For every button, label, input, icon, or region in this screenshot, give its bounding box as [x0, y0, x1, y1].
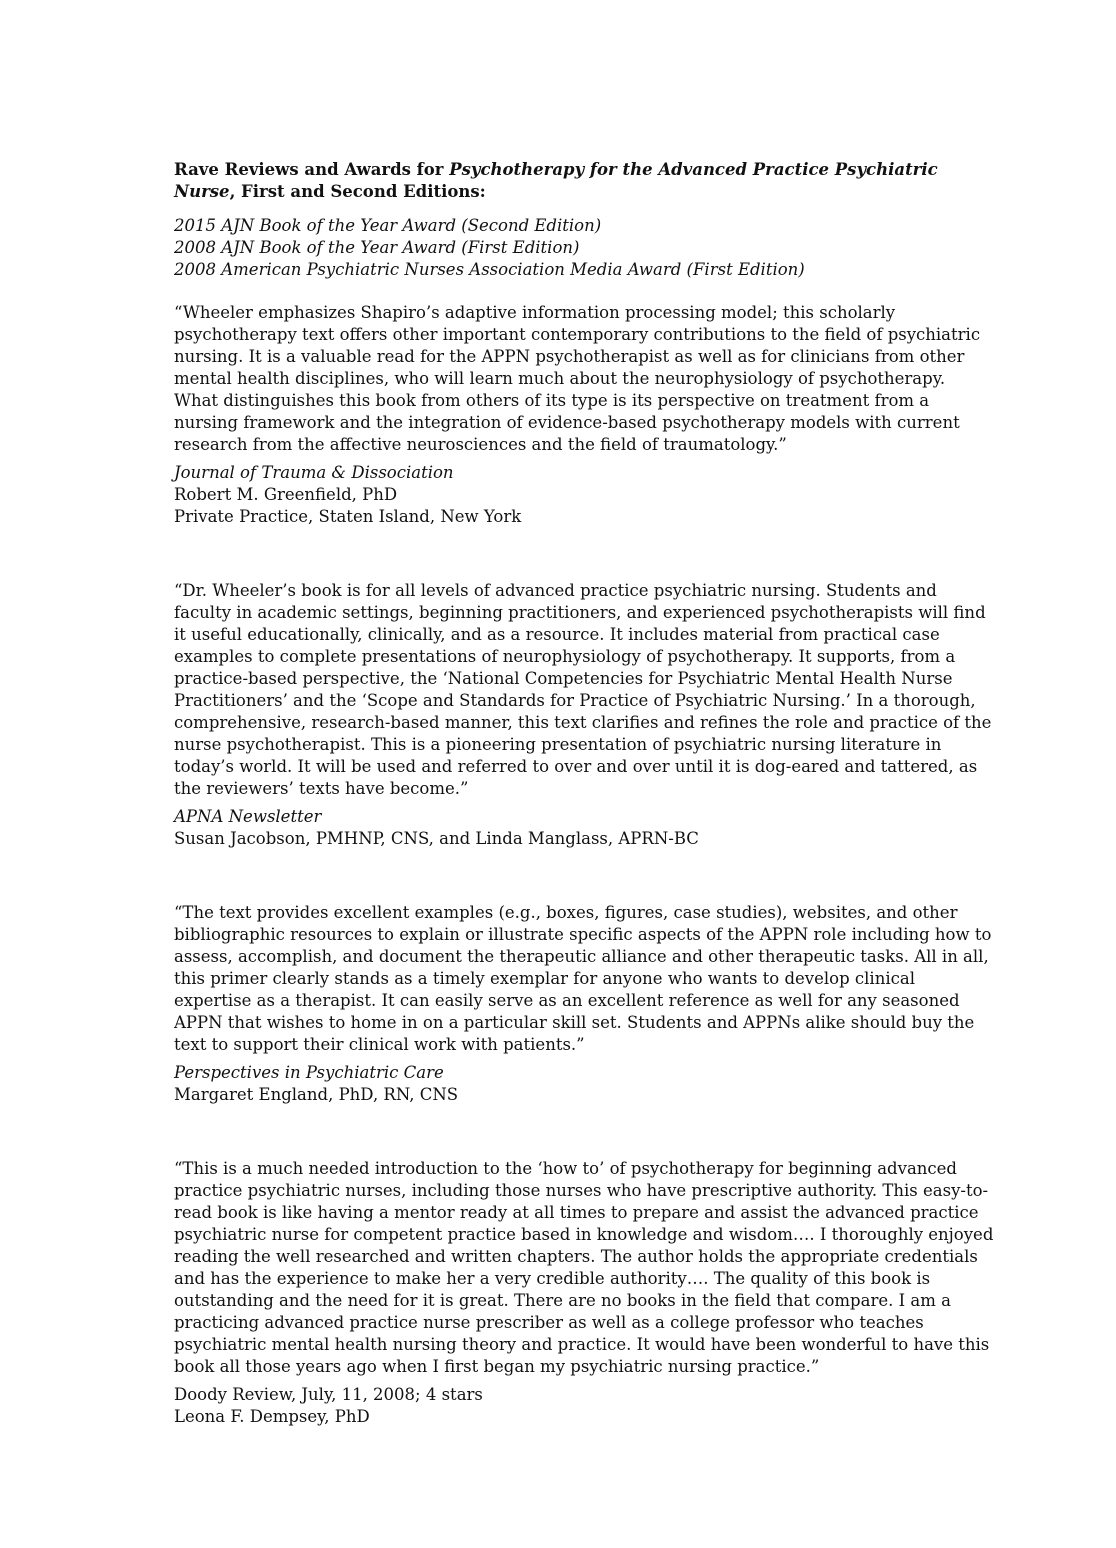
- page-heading: [174, 159, 994, 203]
- award-item: 2008 AJN Book of the Year Award (First Edition): [174, 238, 580, 257]
- award-item: 2008 American Psychiatric Nurses Association Media Award (First Edition): [174, 260, 805, 279]
- review-quote: “Wheeler emphasizes Shapiro’s adaptive information processing model; this scholarly psychotherapy text offers other important contemporary contributions to the field of psychiatric nursing. It is a valuable read for the APPN psychotherapist as well as for clinicians from other mental health disciplines, who will learn much about the neurophysiology of psychotherapy. What distinguishes this book from others of its type is its perspective on treatment from a nursing framework and the integration of evidence-based psychotherapy models with current research from the affective neurosciences and the field of traumatology.”: [174, 303, 981, 454]
- review-3: [174, 902, 994, 1106]
- review-2: [174, 580, 994, 850]
- review-quote: “This is a much needed introduction to the ‘how to’ of psychotherapy for beginning advanced practice psychiatric nurses, including those nurses who have prescriptive authority. This easy-to-read book is like having a mentor ready at all times to prepare and assist the advanced practice psychiatric nurse for competent practice based in knowledge and wisdom…. I thoroughly enjoyed reading the well researched and written chapters. The author holds the appropriate credentials and has the experience to make her a very credible authority…. The quality of this book is outstanding and the need for it is great. There are no books in the field that compare. I am a practicing advanced practice nurse prescriber as well as a college professor who teaches psychiatric mental health nursing theory and practice. It would have been wonderful to have this book all those years ago when I first began my psychiatric nursing practice.”: [174, 1159, 994, 1376]
- review-source: Perspectives in Psychiatric Care: [174, 1063, 444, 1082]
- review-reviewer: Susan Jacobson, PMHNP, CNS, and Linda Manglass, APRN-BC: [174, 829, 699, 848]
- review-source: Doody Review, July, 11, 2008; 4 stars: [174, 1385, 483, 1404]
- review-source: APNA Newsletter: [174, 807, 322, 826]
- review-reviewer: Robert M. Greenfield, PhD: [174, 485, 398, 504]
- review-reviewer: Leona F. Dempsey, PhD: [174, 1407, 370, 1426]
- award-item: 2015 AJN Book of the Year Award (Second Edition): [174, 216, 602, 235]
- review-quote: “Dr. Wheeler’s book is for all levels of advanced practice psychiatric nursing. Students and faculty in academic settings, beginning practitioners, and experienced psychotherapists will find it useful educationally, clinically, and as a resource. It includes material from practical case examples to complete presentations of neurophysiology of psychotherapy. It supports, from a practice-based perspective, the ‘National Competencies for Psychiatric Mental Health Nurse Practitioners’ and the ‘Scope and Standards for Practice of Psychiatric Nursing.’ In a thorough, comprehensive, research-based manner, this text clarifies and refines the role and practice of the nurse psychotherapist. This is a pioneering presentation of psychiatric nursing literature in today’s world. It will be used and referred to over and over until it is dog-eared and tattered, as the reviewers’ texts have become.”: [174, 581, 992, 798]
- review-attribution: [174, 1062, 994, 1106]
- review-attribution: [174, 1384, 994, 1428]
- review-quote: “The text provides excellent examples (e.g., boxes, figures, case studies), websites, and other bibliographic resources to explain or illustrate specific aspects of the APPN role including how to assess, accomplish, and document the therapeutic alliance and other therapeutic tasks. All in all, this primer clearly stands as a timely exemplar for anyone who wants to develop clinical expertise as a therapist. It can easily serve as an excellent reference as well for any seasoned APPN that wishes to home in on a particular skill set. Students and APPNs alike should buy the text to support their clinical work with patients.”: [174, 903, 992, 1054]
- heading-book-title: Psychotherapy for the Advanced Practice Psychiatric Nurse: [174, 160, 938, 201]
- heading-suffix: , First and Second Editions:: [229, 182, 486, 201]
- review-source: Journal of Trauma & Dissociation: [174, 463, 454, 482]
- review-affiliation: Private Practice, Staten Island, New York: [174, 507, 522, 526]
- review-attribution: [174, 806, 994, 850]
- review-reviewer: Margaret England, PhD, RN, CNS: [174, 1085, 459, 1104]
- document-page: [174, 159, 994, 1428]
- heading-prefix: Rave Reviews and Awards for: [174, 160, 450, 179]
- review-attribution: [174, 462, 994, 528]
- review-1: [174, 302, 994, 528]
- awards-list: [174, 215, 994, 281]
- review-4: [174, 1158, 994, 1428]
